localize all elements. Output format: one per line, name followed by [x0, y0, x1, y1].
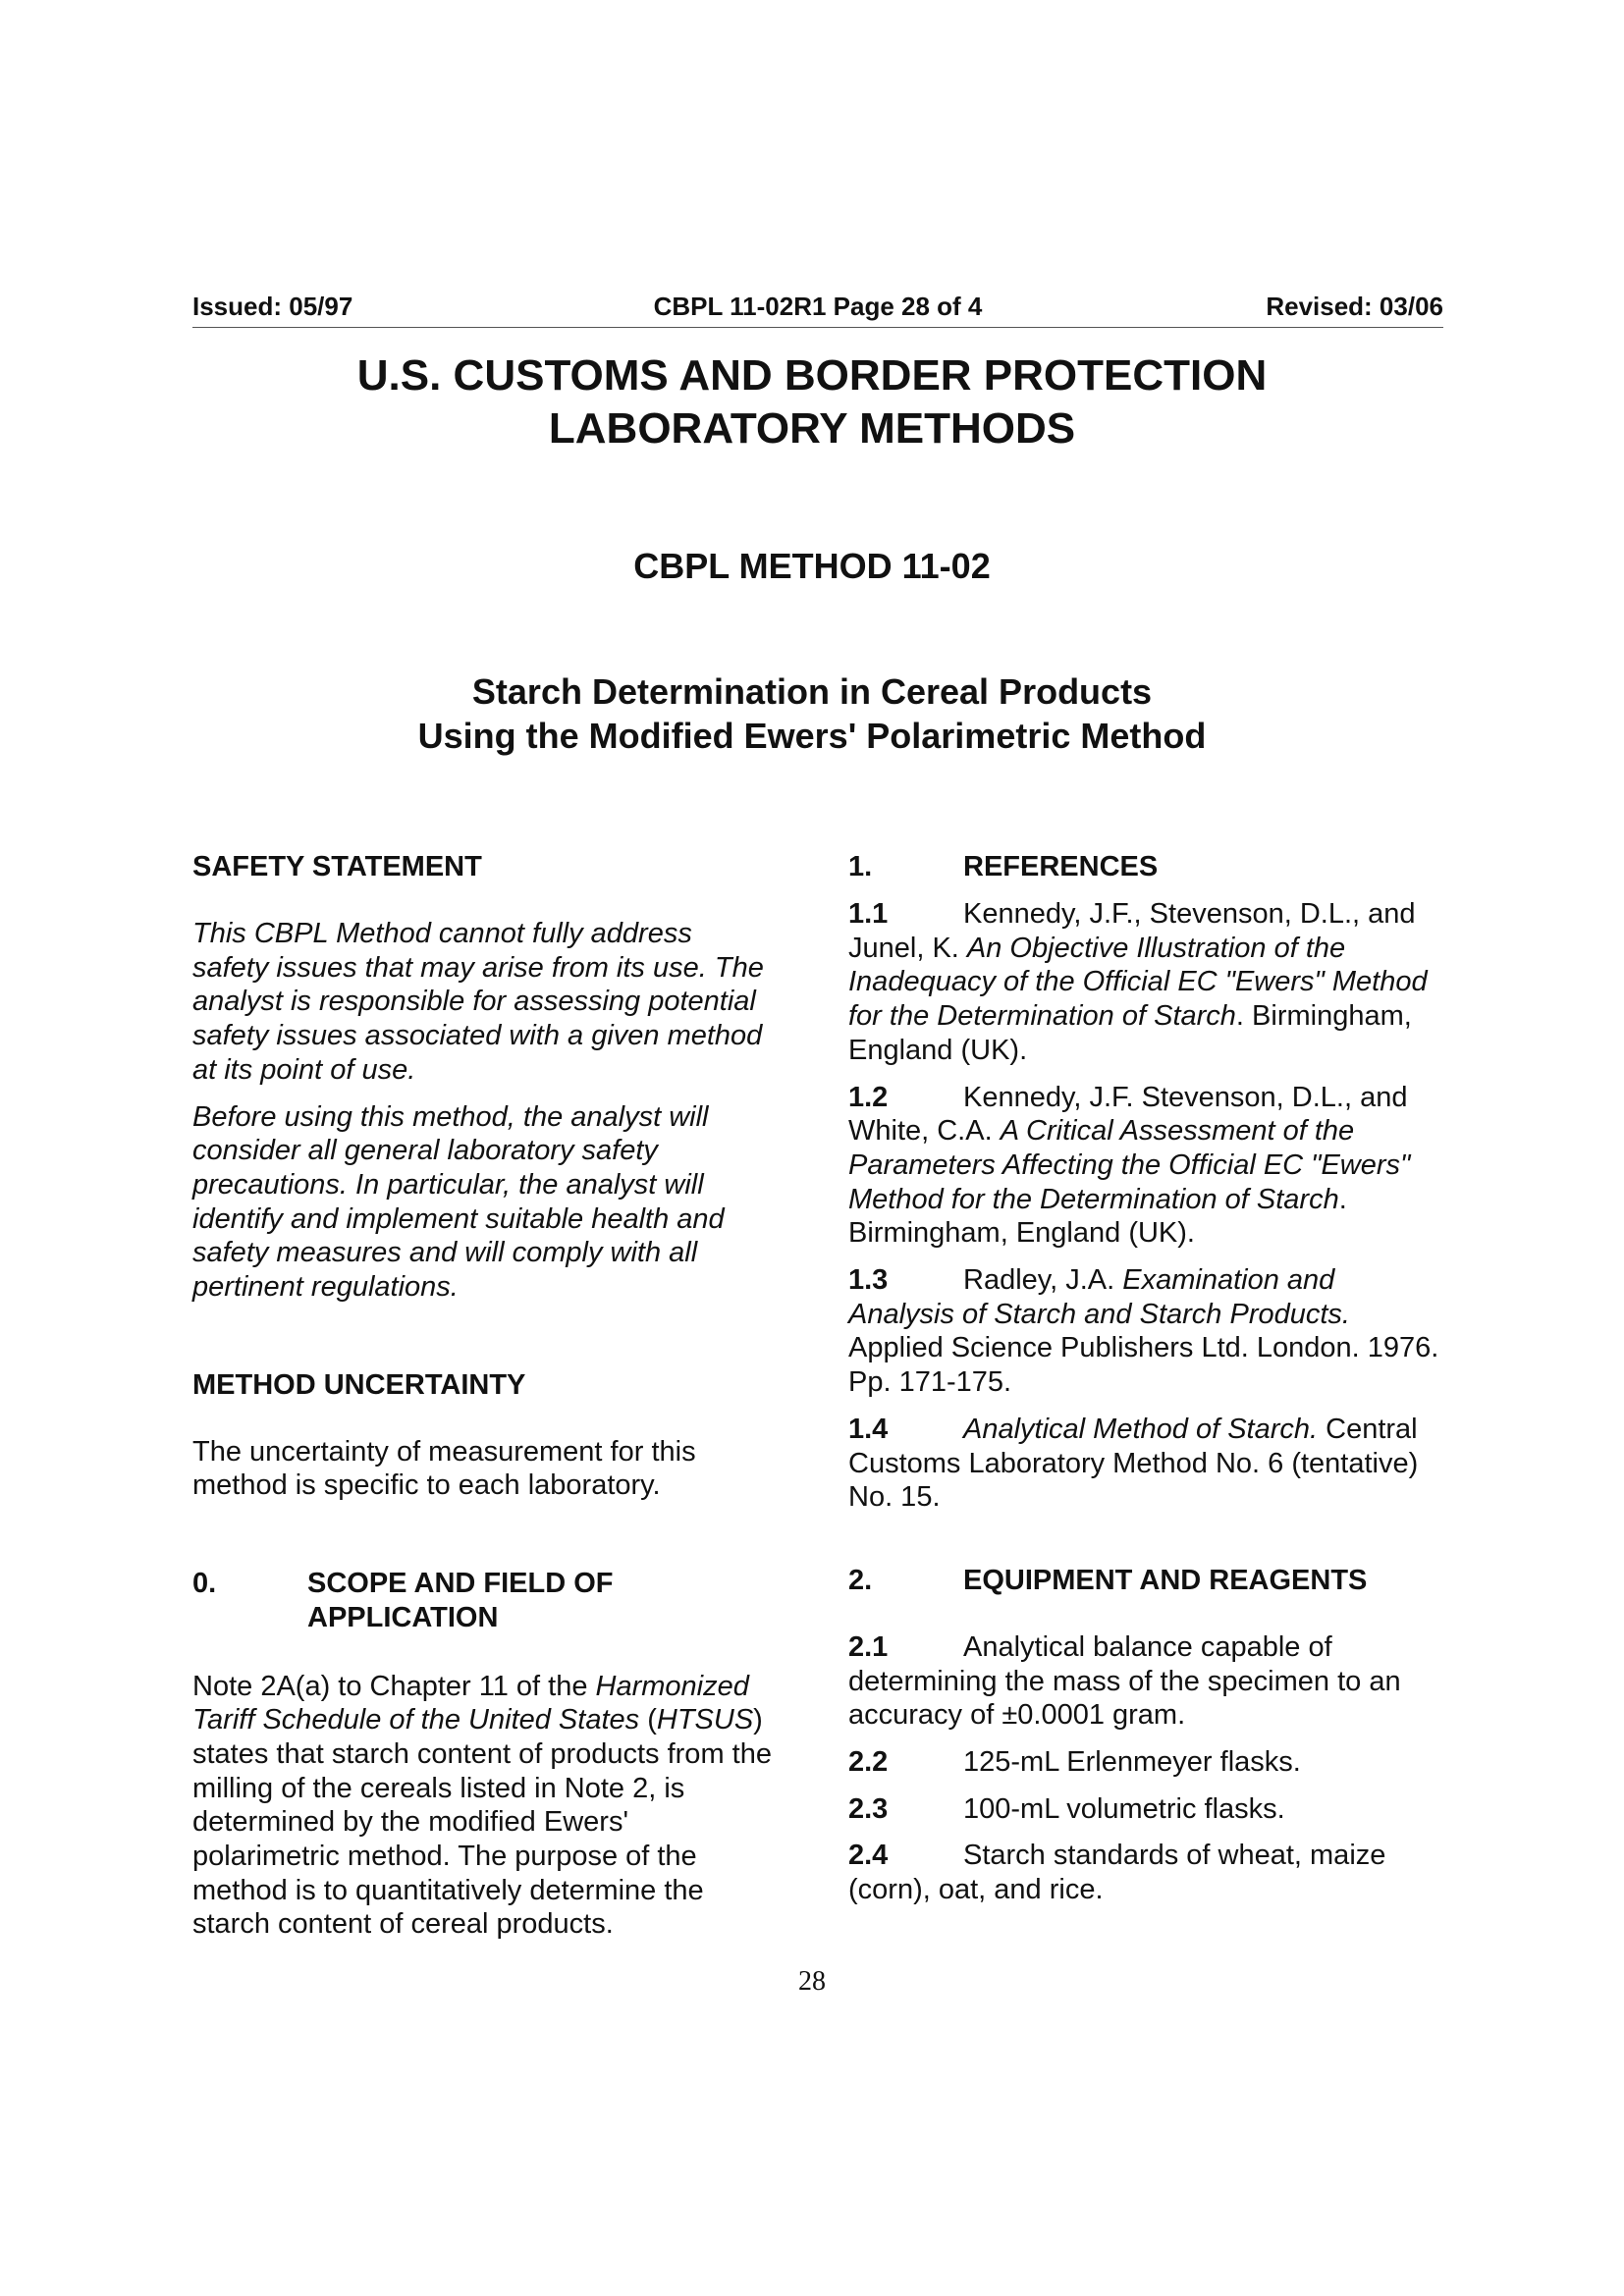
equipment-2-4: 2.4 Starch standards of wheat, maize (corn), oat, and rice.	[848, 1840, 1386, 1906]
page-reference: CBPL 11-02R1 Page 28 of 4	[653, 292, 983, 321]
safety-heading: SAFETY STATEMENT	[192, 851, 482, 882]
scope-heading	[192, 1567, 772, 1634]
left-column	[192, 850, 772, 1942]
right-column	[848, 850, 1447, 1907]
equipment-heading: 2. EQUIPMENT AND REAGENTS	[848, 1564, 1368, 1596]
reference-1-1: 1.1 Kennedy, J.F., Stevenson, D.L., and Junel, K. An Objective Illustration of the Inadequacy of the Official EC "Ewers" Method for the Determination of Starch. Birmingham, England (UK).	[848, 898, 1428, 1066]
reference-1-2: 1.2 Kennedy, J.F. Stevenson, D.L., and White, C.A. A Critical Assessment of the Parameters Affecting the Official EC "Ewers" Method for the Determination of Starch. Birmingham, England (UK).	[848, 1081, 1411, 1250]
equipment-2-1: 2.1 Analytical balance capable of determining the mass of the specimen to an accuracy of ±0.0001 gram.	[848, 1630, 1401, 1732]
equipment-2-2: 2.2 125-mL Erlenmeyer flasks.	[848, 1746, 1301, 1779]
running-header	[192, 292, 1443, 328]
reference-1-3: 1.3 Radley, J.A. Examination and Analysis of Starch and Starch Products. Applied Science Publishers Ltd. London. 1976. Pp. 171-175.	[848, 1264, 1439, 1399]
revised-date: Revised: 03/06	[1266, 292, 1443, 321]
title-line-2: LABORATORY METHODS	[548, 404, 1076, 453]
uncertainty-heading: METHOD UNCERTAINTY	[192, 1368, 526, 1401]
safety-paragraph-1: This CBPL Method cannot fully address safety issues that may arise from its use. The analyst is responsible for assessing potential safety issues associated with a given method at its point of use.	[192, 918, 764, 1086]
document-title	[0, 349, 1624, 455]
references-heading: 1. REFERENCES	[848, 851, 1159, 882]
method-label: CBPL METHOD 11-02	[633, 546, 991, 586]
issued-date: Issued: 05/97	[192, 292, 353, 321]
title-line-1: U.S. CUSTOMS AND BORDER PROTECTION	[356, 351, 1268, 400]
subtitle-line-2: Using the Modified Ewers' Polarimetric Method	[417, 716, 1207, 756]
subtitle-line-1: Starch Determination in Cereal Products	[471, 671, 1153, 712]
equipment-2-3: 2.3 100-mL volumetric flasks.	[848, 1792, 1285, 1825]
scope-number: 0.	[192, 1568, 217, 1600]
reference-1-4: 1.4 Analytical Method of Starch. Central Customs Laboratory Method No. 6 (tentative) No. 15.	[848, 1413, 1419, 1514]
scope-heading-text: SCOPE AND FIELD OF APPLICATION	[307, 1568, 614, 1633]
uncertainty-text: The uncertainty of measurement for this method is specific to each laboratory.	[192, 1435, 696, 1502]
safety-paragraph-2: Before using this method, the analyst will consider all general laboratory safety precautions. In particular, the analyst will identify and implement suitable health and safety measures and will comply with all pertinent regulations.	[192, 1100, 725, 1304]
scope-text: Note 2A(a) to Chapter 11 of the Harmonized Tariff Schedule of the United States (HTSUS) states that starch content of products from the milling of the cereals listed in Note 2, is determined by the modified Ewers' polarimetric method. The purpose of the method is to quantitatively determine the starch content of cereal products.	[192, 1670, 772, 1941]
method-subtitle	[0, 669, 1624, 758]
page-number: 28	[798, 1966, 826, 1997]
